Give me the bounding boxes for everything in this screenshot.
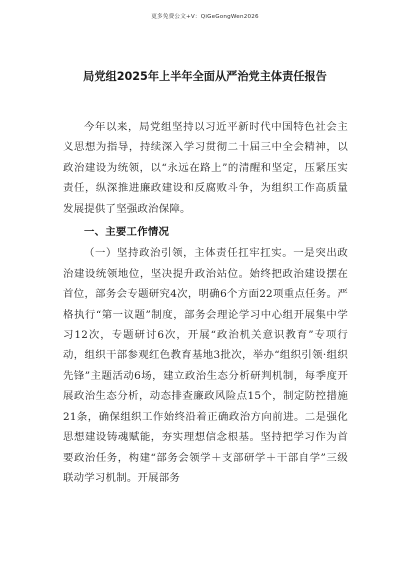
header-note: 更多免费公文+V：QiGeGongWen2026: [151, 14, 259, 20]
document-body: [63, 117, 348, 488]
section-paragraph-political-leadership: （一）坚持政治引领，主体责任扛牢扛实。一是突出政治建设统领地位，坚决提升政治站位。始终把政治建设摆在首位，部务会专题研究4次，明确6个方面22项重点任务。严格执行“第一议题”制度，部务会理论学习中心组开展集中学习12次，专题研讨6次，开展“政治机关意识教育”专项行动，组织干部参观红色教育基地3批次，举办“组织引领·组织先锋”主题活动6场，建立政治生态分析研判机制，每季度开展政治生态分析，动态排查廉政风险点15个，制定防控措施21条，确保组织工作始终沿着正确政治方向前进。二是强化思想建设铸魂赋能，夯实理想信念根基。坚持把学习作为首要政治任务，构建“部务会领学＋支部研学＋干部自学”三级联动学习机制。开展部务: [63, 247, 348, 484]
intro-paragraph: 今年以来，局党组坚持以习近平新时代中国特色社会主义思想为指导，持续深入学习贯彻二十届三中全会精神，以政治建设为统领，以“永远在路上”的清醒和坚定，压紧压实责任，纵深推进廉政建设和反腐败斗争，为组织工作高质量发展提供了坚强政治保障。: [63, 121, 348, 215]
section-heading-main-work: 一、主要工作情况: [84, 226, 170, 239]
document-title: 局党组2025年上半年全面从严治党主体责任报告: [83, 70, 327, 83]
